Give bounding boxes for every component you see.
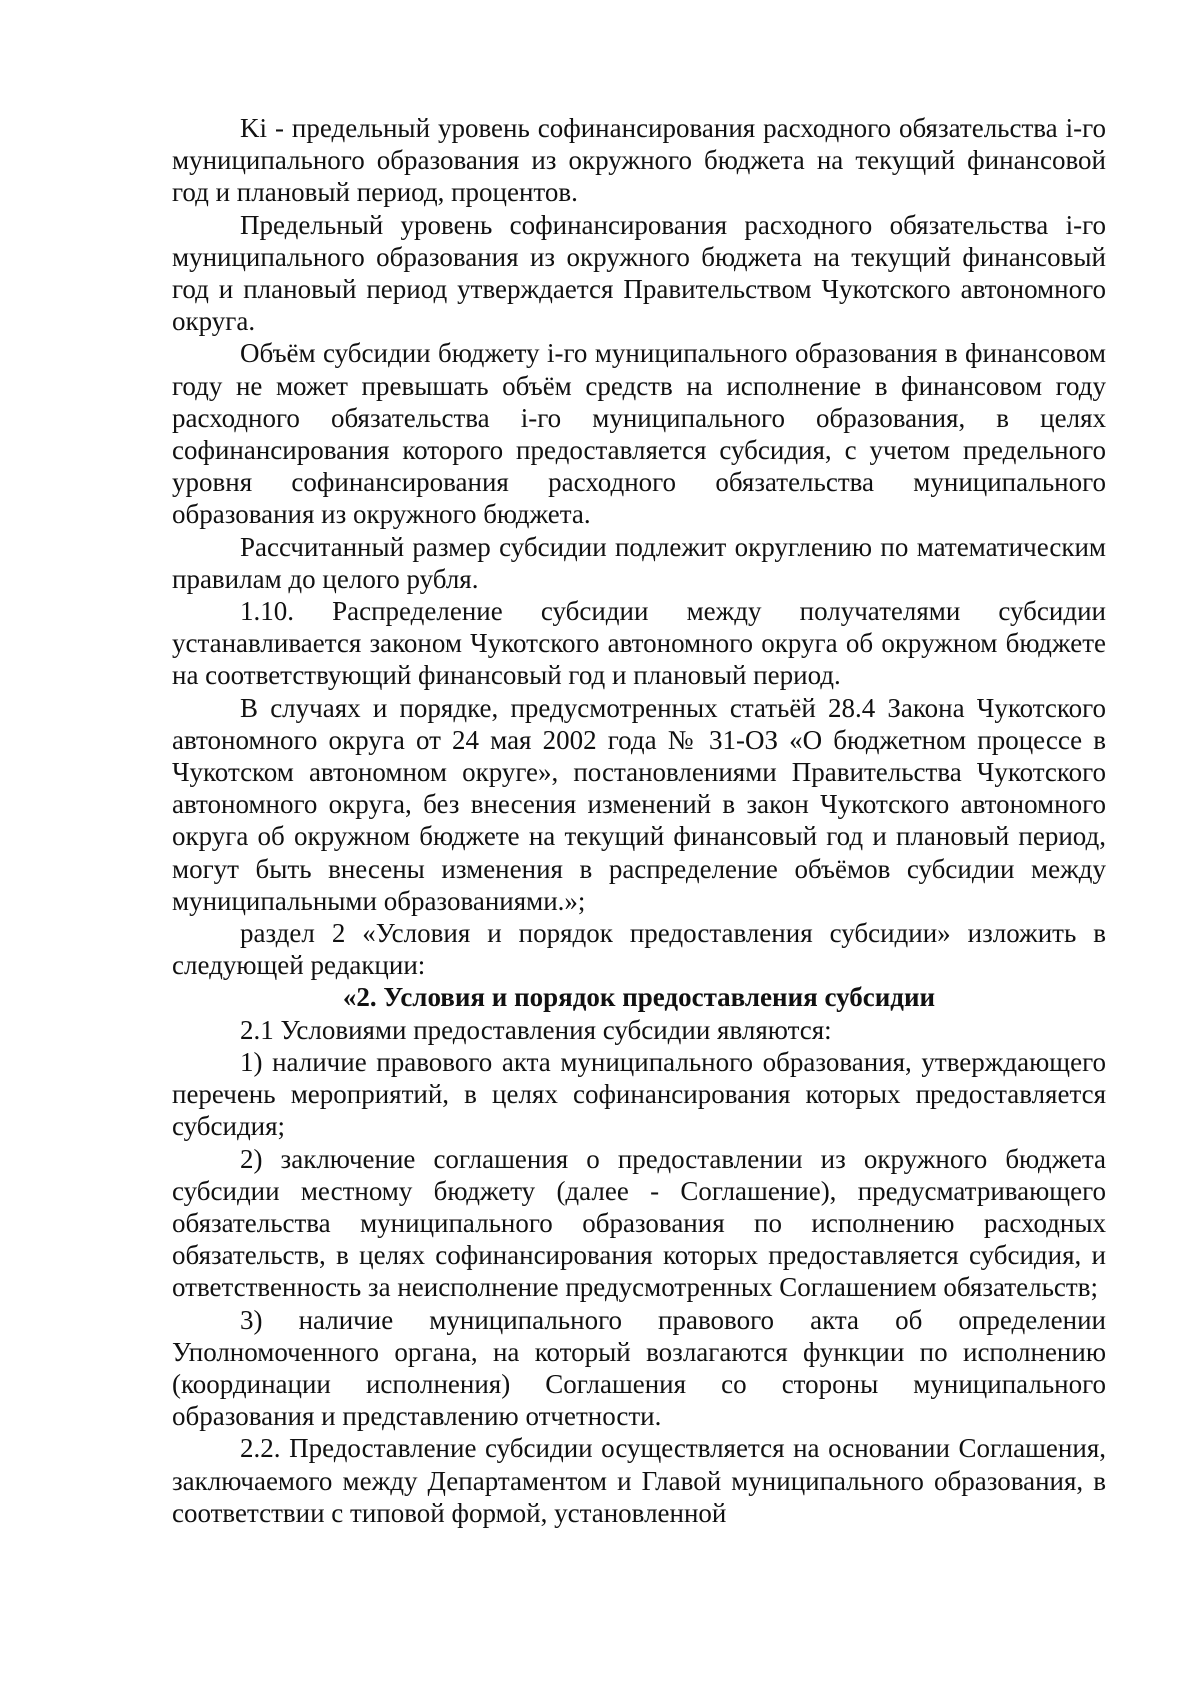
document-page	[172, 112, 1106, 1529]
paragraph-2-2-agreement: 2.2. Предоставление субсидии осуществляется на основании Соглашения, заключаемого между Департаментом и Главой муниципального образования, в соответствии с типовой формой, установленной	[172, 1433, 1106, 1528]
paragraph-1-10-distribution: 1.10. Распределение субсидии между получателями субсидии устанавливается законом Чукотского автономного округа об окружном бюджете на соответствующий финансовый год и плановый период.	[172, 596, 1106, 691]
paragraph-subsidy-volume: Объём субсидии бюджету i-го муниципального образования в финансовом году не может превышать объём средств на исполнение в финансовом году расходного обязательства i-го муниципального образования, в целях софинансирования которого предоставляется субсидия, с учетом предельного уровня софинансирования расходного обязательства муниципального образования из окружного бюджета.	[172, 338, 1106, 530]
section-2-heading: «2. Условия и порядок предоставления субсидии	[342, 982, 936, 1013]
list-item-condition-3: 3) наличие муниципального правового акта об определении Уполномоченного органа, на который возлагаются функции по исполнению (координации исполнения) Соглашения со стороны муниципального образования и представлению отчетности.	[172, 1304, 1106, 1432]
paragraph-ki-definition: Ki - предельный уровень софинансирования расходного обязательства i-го муниципального образования из окружного бюджета на текущий финансовой год и плановый период, процентов.	[172, 113, 1106, 208]
list-item-condition-1: 1) наличие правового акта муниципального образования, утверждающего перечень мероприятий, в целях софинансирования которых предоставляется субсидия;	[172, 1046, 1106, 1142]
paragraph-distribution-changes: В случаях и порядке, предусмотренных статьёй 28.4 Закона Чукотского автономного округа от 24 мая 2002 года № 31-ОЗ «О бюджетном процессе в Чукотском автономном округе», постановлениями Правительства Чукотского автономного округа, без внесения изменений в закон Чукотского автономного округа об окружном бюджете на текущий финансовый год и плановый период, могут быть внесены изменения в распределение объёмов субсидии между муниципальными образованиями.»;	[172, 692, 1106, 916]
paragraph-rounding: Рассчитанный размер субсидии подлежит округлению по математическим правилам до целого рубля.	[172, 531, 1106, 594]
list-item-condition-2: 2) заключение соглашения о предоставлении из окружного бюджета субсидии местному бюджету (далее - Соглашение), предусматривающего обязательства муниципального образования по исполнению расходных обязательств, в целях софинансирования которых предоставляется субсидия, и ответственность за неисполнение предусмотренных Соглашением обязательств;	[172, 1143, 1106, 1303]
paragraph-cofinancing-limit: Предельный уровень софинансирования расходного обязательства i-го муниципального образования из окружного бюджета на текущий финансовый год и плановый период утверждается Правительством Чукотского автономного округа.	[172, 209, 1106, 337]
paragraph-2-1-conditions: 2.1 Условиями предоставления субсидии являются:	[240, 1014, 832, 1045]
paragraph-section-2-amendment: раздел 2 «Условия и порядок предоставления субсидии» изложить в следующей редакции:	[172, 918, 1106, 981]
